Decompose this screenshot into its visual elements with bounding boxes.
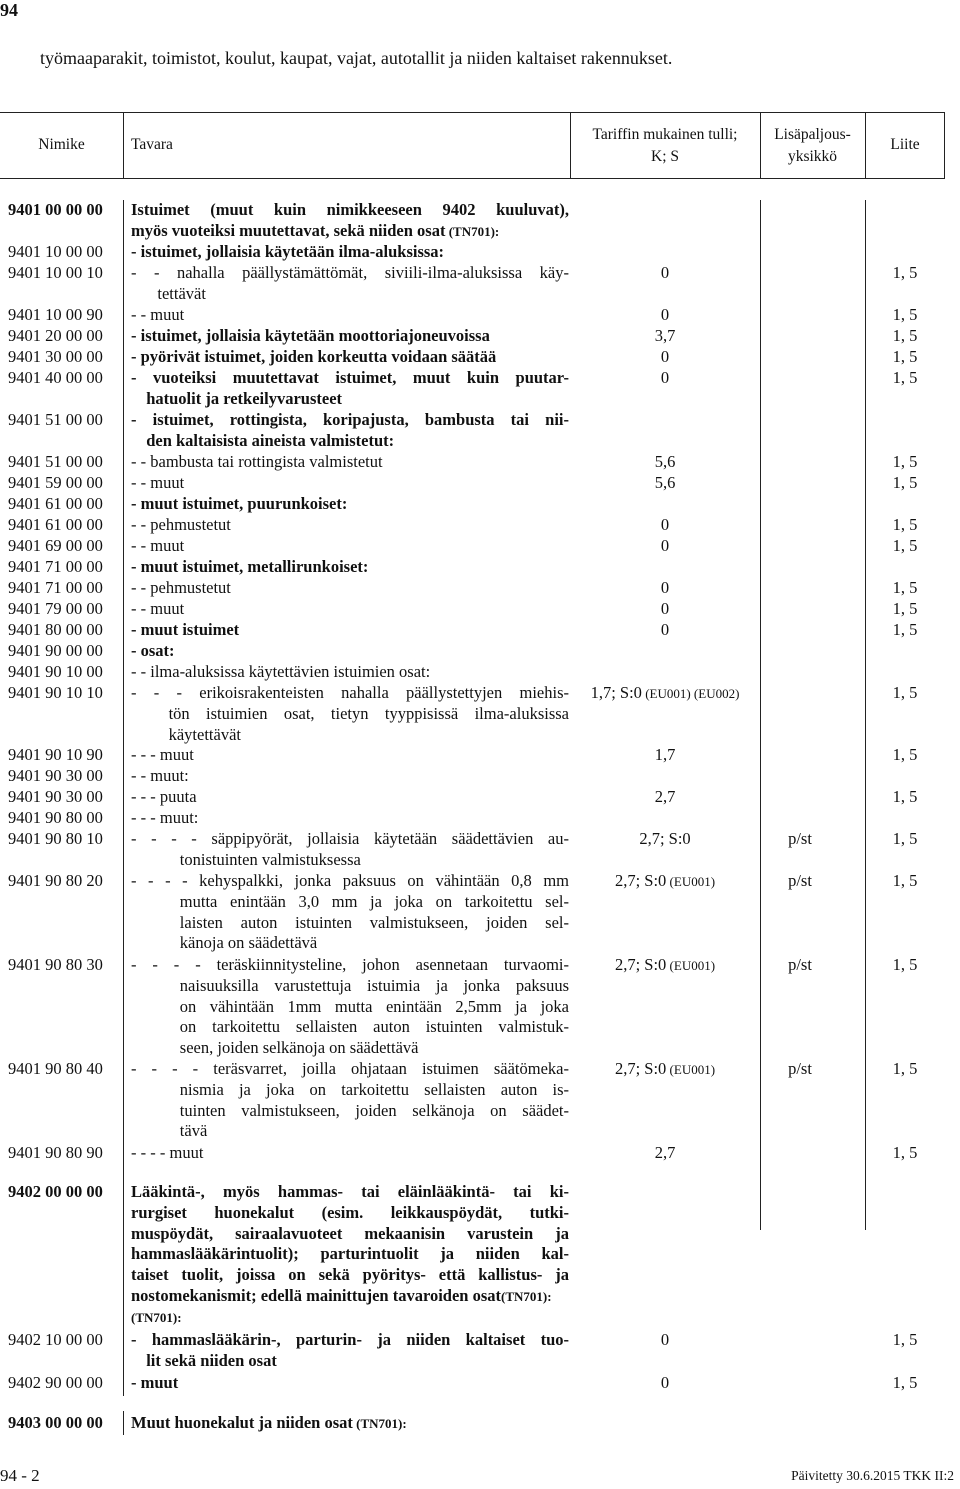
heading-code: 9401 00 00 00 <box>8 200 103 219</box>
description-line: - - muut <box>131 473 185 492</box>
supplementary-unit: p/st <box>788 1059 812 1078</box>
header-top-rule <box>0 112 945 113</box>
heading-code: 9401 71 00 00 <box>8 578 103 597</box>
description-line: den kaltaisista aineista valmistetut: <box>146 430 395 450</box>
heading-code: 9401 90 80 30 <box>8 955 103 974</box>
goods-description <box>131 787 569 808</box>
column-rule-lisa <box>760 200 761 1230</box>
goods-description <box>131 452 569 473</box>
header-tulli-line2: K; S <box>651 148 679 165</box>
description-line: - muut istuimet <box>131 620 240 639</box>
header-tavara: Tavara <box>131 136 173 153</box>
goods-description <box>131 242 569 263</box>
description-line: - - pehmustetut <box>131 515 231 534</box>
duty-rate: 2,7 <box>654 1143 676 1162</box>
description-line: - - muut <box>131 599 185 618</box>
heading-code: 9401 90 10 10 <box>8 683 103 702</box>
column-rule-nimike <box>123 1411 124 1435</box>
annex-ref: 1, 5 <box>892 1143 918 1162</box>
duty-rate: 1,7 <box>654 745 676 764</box>
description-line: nostomekanismit; edellä mainittujen tavaroiden osat(TN701): <box>131 1285 552 1305</box>
annex-ref: 1, 5 <box>892 829 918 848</box>
goods-description <box>131 1373 569 1394</box>
description-line: myös vuoteiksi muutettavat, sekä niiden osat (TN701): <box>131 220 500 240</box>
annex-ref: 1, 5 <box>892 326 918 345</box>
duty-rate: 2,7 <box>654 787 676 806</box>
duty-note: (EU001) <box>666 874 716 889</box>
goods-description <box>131 1330 569 1372</box>
header-nimike: Nimike <box>38 136 85 153</box>
goods-description <box>131 745 569 766</box>
description-line: - - ilma-aluksissa käytettävien istuimien osat: <box>131 662 431 681</box>
heading-code: 9402 10 00 00 <box>8 1330 103 1349</box>
heading-code: 9401 90 30 00 <box>8 766 103 785</box>
description-line: tonistuinten valmistuksessa <box>179 849 361 869</box>
heading-code: 9401 61 00 00 <box>8 494 103 513</box>
description-line: - hammaslääkärin-, parturin- ja niiden kaltaiset tuo- <box>131 1330 569 1349</box>
annex-ref: 1, 5 <box>892 1330 918 1349</box>
note-reference: (TN701): <box>445 223 500 239</box>
header-liite: Liite <box>890 136 920 153</box>
goods-description <box>131 263 569 305</box>
heading-code: 9401 90 30 00 <box>8 787 103 806</box>
description-line: - - - - kehyspalkki, jonka paksuus on vähintään 0,8 mm <box>131 871 569 890</box>
heading-code: 9401 59 00 00 <box>8 473 103 492</box>
heading-code: 9401 30 00 00 <box>8 347 103 366</box>
goods-description <box>131 200 569 243</box>
description-line: hatuolit ja retkeilyvarusteet <box>146 388 343 408</box>
goods-description <box>131 326 569 347</box>
description-line: lit sekä niiden osat <box>146 1350 277 1370</box>
goods-description <box>131 368 569 410</box>
duty-rate: 0 <box>660 1330 670 1349</box>
duty-rate: 2,7; S:0 <box>639 829 691 848</box>
goods-description <box>131 1182 569 1329</box>
duty-rate: 3,7 <box>654 326 676 345</box>
description-line: - muut <box>131 1373 179 1392</box>
heading-code: 9401 90 80 20 <box>8 871 103 890</box>
annex-ref: 1, 5 <box>892 578 918 597</box>
note-reference: (TN701): <box>131 1309 182 1325</box>
heading-code: 9401 90 10 00 <box>8 662 103 681</box>
goods-description <box>131 494 569 515</box>
goods-description <box>131 557 569 578</box>
annex-ref: 1, 5 <box>892 452 918 471</box>
goods-description <box>131 515 569 536</box>
description-line: tävä <box>179 1121 208 1141</box>
description-line: laisten auton istuinten valmistukseen, joiden sel- <box>179 912 569 932</box>
heading-code: 9401 61 00 00 <box>8 515 103 534</box>
heading-code: 9403 00 00 00 <box>8 1413 103 1432</box>
duty-rate: 0 <box>660 515 670 534</box>
description-line: - - - erikoisrakenteisten nahalla päällystettyjen miehis- <box>131 683 569 702</box>
description-line: - vuoteiksi muutettavat istuimet, muut kuin puutar- <box>131 368 569 387</box>
duty-rate: 5,6 <box>654 452 676 471</box>
note-reference: (TN701): <box>352 1416 407 1431</box>
heading-code: 9401 79 00 00 <box>8 599 103 618</box>
description-line: - - muut: <box>131 766 189 785</box>
description-line: - muut istuimet, puurunkoiset: <box>131 494 348 513</box>
supplementary-unit: p/st <box>788 829 812 848</box>
goods-description <box>131 1413 569 1435</box>
supplementary-unit: p/st <box>788 871 812 890</box>
description-line: - pyörivät istuimet, joiden korkeutta voidaan säätää <box>131 347 497 366</box>
goods-description <box>131 1143 569 1164</box>
heading-code: 9402 90 00 00 <box>8 1373 103 1392</box>
duty-rate: 0 <box>660 599 670 618</box>
duty-rate: 2,7; S:0 (EU001) <box>614 955 716 974</box>
header-divider <box>123 112 124 178</box>
description-line: - - - - säppipyörät, jollaisia käytetään säädettävien au- <box>131 829 569 848</box>
footer-page-ref: 94 - 2 <box>0 1466 40 1485</box>
annex-ref: 1, 5 <box>892 305 918 324</box>
goods-description <box>131 578 569 599</box>
supplementary-unit: p/st <box>788 955 812 974</box>
duty-rate: 0 <box>660 536 670 555</box>
description-line: - - muut <box>131 305 185 324</box>
duty-rate: 0 <box>660 1373 670 1392</box>
description-line: mutta enintään 3,0 mm ja joka on tarkoitettu sel- <box>179 891 569 911</box>
description-line: - istuimet, jollaisia käytetään ilma-aluksissa: <box>131 242 445 261</box>
header-lisa-line2: yksikkö <box>787 148 838 165</box>
description-line: Lääkintä-, myös hammas- tai eläinlääkintä- tai ki- <box>131 1182 569 1201</box>
heading-code: 9401 10 00 10 <box>8 263 103 282</box>
description-line: muspöydät, sairaalavuoteet mekaanisin varustein ja <box>131 1223 569 1243</box>
annex-ref: 1, 5 <box>892 787 918 806</box>
duty-rate: 2,7; S:0 (EU001) <box>614 1059 716 1078</box>
duty-rate: 1,7; S:0 (EU001) (EU002) <box>590 683 740 702</box>
goods-description <box>131 829 569 871</box>
goods-description <box>131 599 569 620</box>
annex-ref: 1, 5 <box>892 871 918 890</box>
duty-rate: 0 <box>660 578 670 597</box>
annex-ref: 1, 5 <box>892 368 918 387</box>
heading-code: 9401 51 00 00 <box>8 410 103 429</box>
header-bottom-rule <box>0 178 945 179</box>
heading-code: 9401 90 80 10 <box>8 829 103 848</box>
annex-ref: 1, 5 <box>892 745 918 764</box>
annex-ref: 1, 5 <box>892 536 918 555</box>
description-line: - osat: <box>131 641 175 660</box>
page-number: 94 <box>0 0 18 20</box>
annex-ref: 1, 5 <box>892 1373 918 1392</box>
goods-description <box>131 347 569 368</box>
heading-code: 9401 51 00 00 <box>8 452 103 471</box>
duty-rate: 2,7; S:0 (EU001) <box>614 871 716 890</box>
description-line: känoja on säädettävä <box>179 933 318 953</box>
heading-code: 9401 90 10 90 <box>8 745 103 764</box>
description-line: naisuuksilla varustettuja istuimia ja jonka paksuus <box>179 975 569 995</box>
goods-description <box>131 620 569 641</box>
heading-code: 9401 20 00 00 <box>8 326 103 345</box>
annex-ref: 1, 5 <box>892 620 918 639</box>
description-line: - - nahalla päällystämättömät, siviili-ilma-aluksissa käy- <box>131 263 569 282</box>
annex-ref: 1, 5 <box>892 347 918 366</box>
description-line: tön istuimien osat, tietyn tyyppisissä ilma-aluksissa <box>168 703 569 723</box>
duty-rate: 0 <box>660 368 670 387</box>
description-line: - - pehmustetut <box>131 578 231 597</box>
intro-text: työmaaparakit, toimistot, koulut, kaupat, vajat, autotallit ja niiden kaltaiset rakennukset. <box>40 48 673 68</box>
header-tulli <box>570 124 760 168</box>
description-line: tettävät <box>157 283 206 303</box>
heading-code: 9401 90 80 00 <box>8 808 103 827</box>
goods-description <box>131 808 569 829</box>
duty-rate: 0 <box>660 263 670 282</box>
duty-note: (EU001) <box>666 1062 716 1077</box>
heading-code: 9401 40 00 00 <box>8 368 103 387</box>
heading-code: 9401 71 00 00 <box>8 557 103 576</box>
column-rule-nimike <box>123 200 124 1230</box>
goods-description <box>131 536 569 557</box>
annex-ref: 1, 5 <box>892 515 918 534</box>
duty-note: (EU001) (EU002) <box>641 686 740 701</box>
goods-description <box>131 410 569 452</box>
goods-description <box>131 662 569 683</box>
heading-code: 9401 10 00 00 <box>8 242 103 261</box>
duty-rate: 0 <box>660 305 670 324</box>
goods-description <box>131 305 569 326</box>
description-line: - istuimet, rottingista, koripajusta, bambusta tai nii- <box>131 410 569 429</box>
heading-code: 9401 90 80 40 <box>8 1059 103 1078</box>
goods-description <box>131 683 569 745</box>
duty-rate: 5,6 <box>654 473 676 492</box>
description-line: - - muut <box>131 536 185 555</box>
description-line: - - - - teräsvarret, joilla ohjataan istuimen säätömeka- <box>131 1059 569 1078</box>
annex-ref: 1, 5 <box>892 473 918 492</box>
footer-updated: Päivitetty 30.6.2015 TKK II:2 <box>791 1468 954 1483</box>
heading-code: 9401 10 00 90 <box>8 305 103 324</box>
description-line: - - - muut: <box>131 808 199 827</box>
header-lisapaljous <box>760 124 865 168</box>
description-line: - - - - muut <box>131 1143 204 1162</box>
annex-ref: 1, 5 <box>892 955 918 974</box>
description-line: taiset tuolit, joissa on sekä pyöritys- että kallistus- ja <box>131 1265 569 1285</box>
goods-description <box>131 955 569 1059</box>
goods-description <box>131 1059 569 1142</box>
description-line: nismia ja joka on tarkoitettu sellaisten auton is- <box>179 1079 569 1099</box>
description-line: hammaslääkärintuolit); parturintuolit ja niiden kal- <box>131 1244 569 1264</box>
goods-description <box>131 871 569 954</box>
description-line: Muut huonekalut ja niiden osat (TN701): <box>131 1413 407 1432</box>
description-line: - - - - teräskiinnitysteline, johon asennetaan turvaomi- <box>131 955 569 974</box>
heading-code: 9401 80 00 00 <box>8 620 103 639</box>
annex-ref: 1, 5 <box>892 599 918 618</box>
description-line: seen, joiden selkänoja on säädettävä <box>179 1038 419 1058</box>
annex-ref: 1, 5 <box>892 263 918 282</box>
description-line: - muut istuimet, metallirunkoiset: <box>131 557 369 576</box>
goods-description <box>131 473 569 494</box>
column-rule-nimike <box>123 1181 124 1396</box>
duty-rate: 0 <box>660 620 670 639</box>
goods-description <box>131 766 569 787</box>
header-tulli-line1: Tariffin mukainen tulli; <box>592 126 738 143</box>
goods-description <box>131 641 569 662</box>
note-reference: (TN701): <box>501 1288 552 1304</box>
annex-ref: 1, 5 <box>892 1059 918 1078</box>
annex-ref: 1, 5 <box>892 683 918 702</box>
description-line: käytettävät <box>168 724 241 744</box>
description-line: Istuimet (muut kuin nimikkeeseen 9402 kuuluvat), <box>131 200 569 219</box>
description-line: - istuimet, jollaisia käytetään moottoriajoneuvoissa <box>131 326 490 345</box>
duty-note: (EU001) <box>666 958 716 973</box>
heading-code: 9401 90 80 90 <box>8 1143 103 1162</box>
description-line: - - bambusta tai rottingista valmistetut <box>131 452 383 471</box>
header-lisa-line1: Lisäpaljous- <box>774 126 851 143</box>
description-line: on vähintään 1mm mutta enintään 2,5mm ja joka <box>179 996 569 1016</box>
description-line: rurgiset huonekalut (esim. leikkauspöydät, tutki- <box>131 1202 569 1222</box>
description-line: on tarkoitettu sellaisten auton istuinten valmistuk- <box>179 1017 569 1037</box>
description-line: - - - puuta <box>131 787 197 806</box>
description-line: tuinten valmistukseen, joiden selkänoja on säädet- <box>179 1100 569 1120</box>
heading-code: 9401 69 00 00 <box>8 536 103 555</box>
description-line: - - - muut <box>131 745 194 764</box>
heading-code: 9401 90 00 00 <box>8 641 103 660</box>
duty-rate: 0 <box>660 347 670 366</box>
heading-code: 9402 00 00 00 <box>8 1182 103 1201</box>
